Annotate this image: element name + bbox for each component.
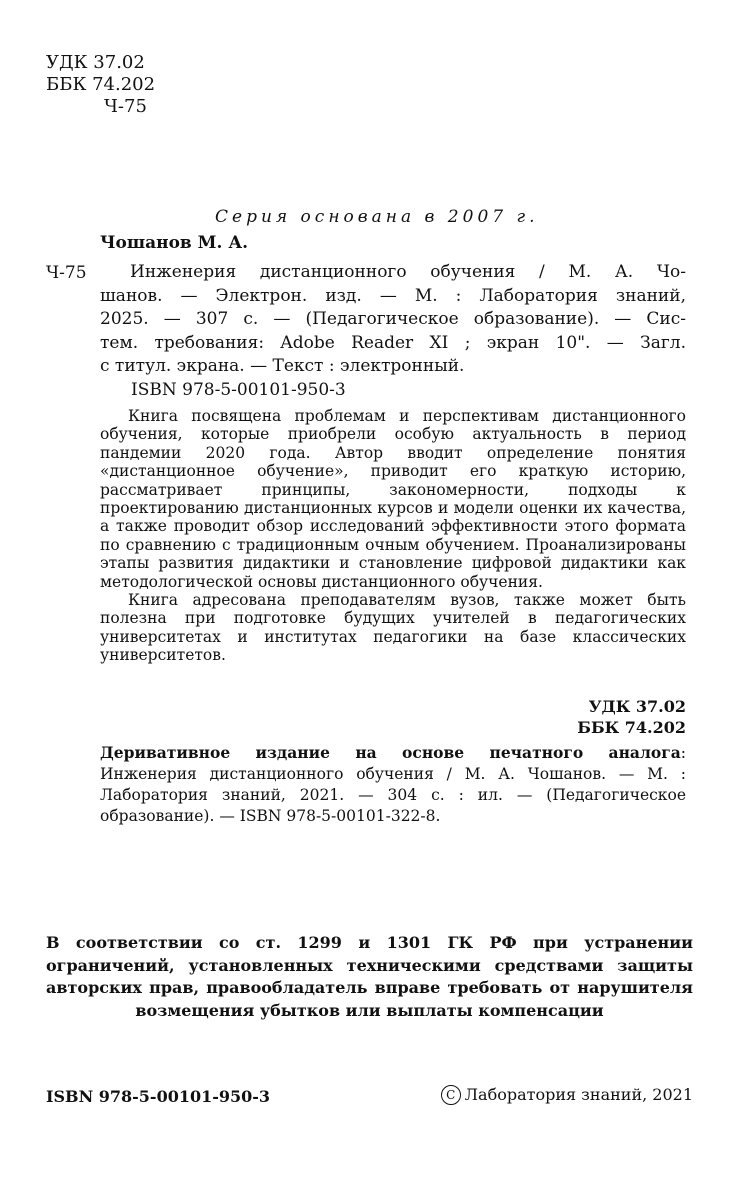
catalog-mark: Ч-75 (46, 263, 87, 283)
legal-line-1: В соответствии со ст. 1299 и 1301 ГК РФ при устранении (46, 933, 693, 952)
biblio-line-2: шанов. — Электрон. изд. — М. : Лаборатория знаний, (100, 285, 686, 306)
isbn-electronic: ISBN 978-5-00101-950-3 (131, 380, 346, 400)
legal-line-3: авторских прав, правообладатель вправе требовать от нарушителя (46, 978, 693, 997)
legal-notice (46, 932, 693, 1022)
top-codes (46, 52, 155, 118)
author-mark: Ч-75 (104, 96, 147, 117)
legal-line-4: возмещения убытков или выплаты компенсации (135, 1000, 604, 1020)
legal-line-2: ограничений, установленных техническими средствами защиты (46, 955, 693, 975)
copyright-text: Лаборатория знаний, 2021 (464, 1085, 693, 1104)
derivative-note (100, 742, 686, 827)
author-heading: Чошанов М. А. (100, 233, 249, 253)
abstract-paragraph-1: Книга посвящена проблемам и перспективам дистанционного обучения, которые приобрели особую актуальность в период пандемии 2020 года. Автор вводит определение понятия «дистанционное обучение», приводит его краткую историю, рассматривает принципы, закономерности, подходы к проектированию дистанционных курсов и модели оценки их качества, а также проводит обзор исследований эффективности этого формата по сравнению с традиционным очным обучением. Проанализированы этапы развития дидактики и становление цифровой дидактики как методологической основы дистанционного обучения. (100, 407, 686, 591)
abstract (100, 407, 686, 665)
biblio-line-1: Инженерия дистанционного обучения / М. А. Чо- (130, 262, 686, 282)
copyright-icon: C (441, 1085, 461, 1105)
series-note: Серия основана в 2007 г. (215, 207, 539, 227)
footer-copyright (441, 1085, 693, 1105)
biblio-line-5: с титул. экрана. — Текст : электронный. (100, 356, 465, 376)
derivative-text: : Инженерия дистанционного обучения / М. А. Чошанов. — М. : Лаборатория знаний, 2021. — 304 с. : ил. — (Педагогическое образование). — ISBN 978-5-00101-322-8. (100, 744, 686, 825)
derivative-label: Деривативное издание на основе печатного аналога (100, 743, 681, 762)
bottom-bbk: ББК 74.202 (577, 718, 686, 737)
footer-isbn: ISBN 978-5-00101-950-3 (46, 1087, 271, 1106)
bottom-codes (500, 696, 686, 738)
bibliographic-record (100, 261, 686, 379)
bottom-udk: УДК 37.02 (588, 697, 686, 716)
bbk-code: ББК 74.202 (46, 74, 156, 95)
biblio-line-3: 2025. — 307 с. — (Педагогическое образование). — Сис- (100, 309, 686, 329)
abstract-paragraph-2: Книга адресована преподавателям вузов, также может быть полезна при подготовке будущих учителей в педагогических университетах и институтах педагогики на базе классических университетов. (100, 591, 686, 665)
biblio-line-4: тем. требования: Adobe Reader XI ; экран 10". — Загл. (100, 332, 686, 353)
udk-code: УДК 37.02 (46, 52, 145, 73)
